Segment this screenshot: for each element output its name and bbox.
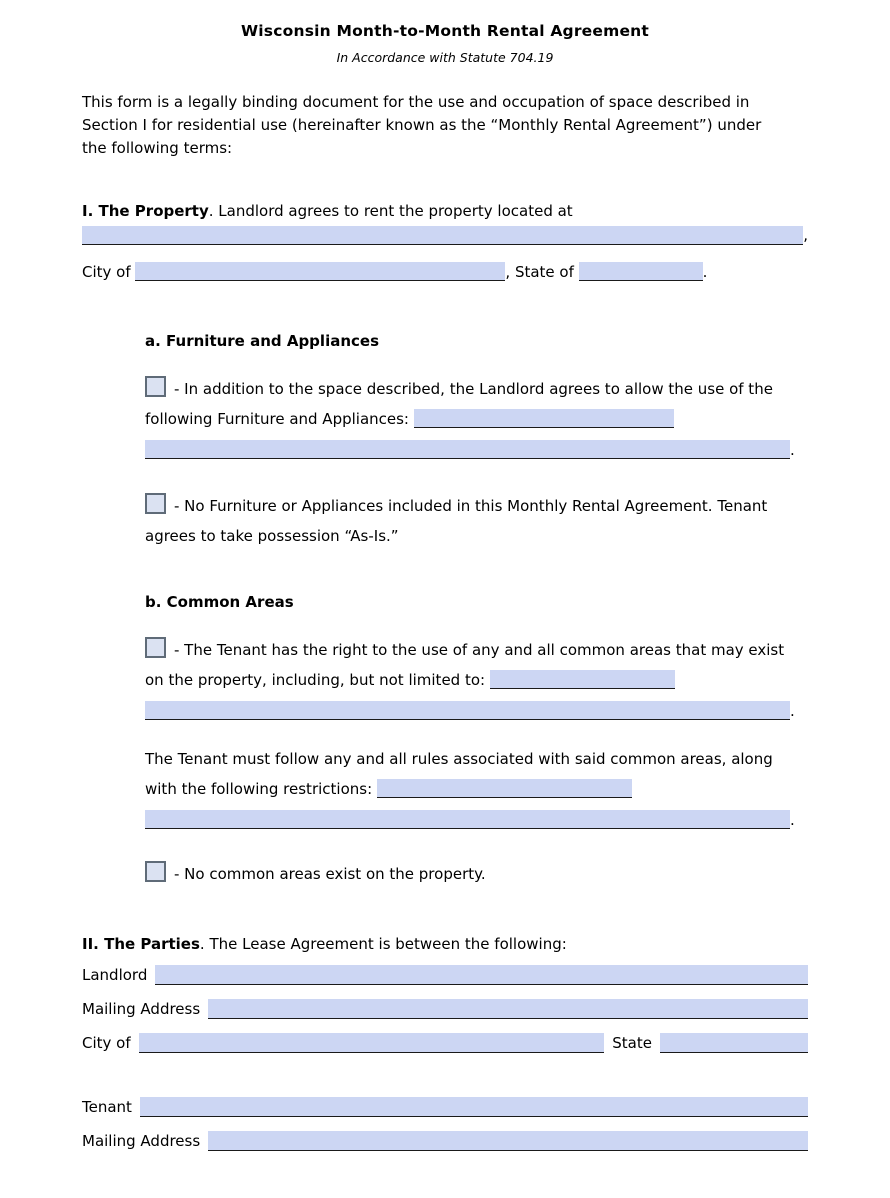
property-city-state-line [82, 260, 808, 284]
common-areas-field-1[interactable] [490, 670, 675, 689]
common-areas-heading: b. Common Areas [145, 593, 294, 611]
property-city-field[interactable] [135, 262, 505, 281]
address-suffix-comma: , [803, 226, 808, 244]
section2-heading-rest: . The Lease Agreement is between the following: [199, 935, 567, 953]
property-state-field[interactable] [579, 262, 703, 281]
document-subtitle: In Accordance with Statute 704.19 [336, 50, 554, 65]
common-areas-field-2[interactable] [145, 701, 790, 720]
furniture-included-option [145, 374, 806, 434]
landlord-name-field[interactable] [155, 965, 808, 985]
landlord-city-label: City of [82, 1034, 131, 1052]
furniture-list-period: . [790, 441, 795, 459]
tenant-label: Tenant [82, 1098, 132, 1116]
section1-heading-rest: . Landlord agrees to rent the property located at [208, 202, 573, 220]
furniture-list-continuation [145, 440, 806, 461]
landlord-city-field[interactable] [139, 1033, 605, 1053]
common-rules-paragraph [145, 744, 806, 804]
common-none-checkbox[interactable] [145, 861, 166, 882]
tenant-mailing-field[interactable] [208, 1131, 808, 1151]
furniture-list-field-1[interactable] [414, 409, 674, 428]
tenant-mailing-row [82, 1131, 808, 1151]
common-rules-text: The Tenant must follow any and all rules associated with said common areas, along with the following restrictions: [145, 750, 773, 798]
furniture-none-text: - No Furniture or Appliances included in this Monthly Rental Agreement. Tenant agrees to take possession “As-Is.” [145, 497, 768, 545]
tenant-name-row [82, 1097, 808, 1117]
restrictions-period: . [790, 811, 795, 829]
landlord-name-row [82, 965, 808, 985]
furniture-included-text: - In addition to the space described, the Landlord agrees to allow the use of the following Furniture and Appliances: [145, 380, 773, 428]
tenant-name-field[interactable] [140, 1097, 808, 1117]
landlord-city-state-row [82, 1033, 808, 1053]
common-areas-option [145, 635, 806, 695]
property-address-field[interactable] [82, 226, 803, 245]
property-city-label: City of [82, 263, 131, 281]
common-none-text: - No common areas exist on the property. [174, 865, 486, 883]
landlord-state-label: State [612, 1034, 652, 1052]
common-areas-period: . [790, 702, 795, 720]
restrictions-field-2[interactable] [145, 810, 790, 829]
common-none-option [145, 859, 806, 889]
furniture-list-field-2[interactable] [145, 440, 790, 459]
landlord-mailing-label: Mailing Address [82, 1000, 201, 1018]
document-title: Wisconsin Month-to-Month Rental Agreement [240, 22, 650, 40]
furniture-heading: a. Furniture and Appliances [145, 332, 380, 350]
landlord-mailing-row [82, 999, 808, 1019]
restrictions-continuation [145, 810, 806, 831]
restrictions-field-1[interactable] [377, 779, 632, 798]
furniture-none-option [145, 491, 806, 551]
landlord-mailing-field[interactable] [208, 999, 808, 1019]
common-areas-text: - The Tenant has the right to the use of any and all common areas that may exist on the property, including, but not limited to: [145, 641, 785, 689]
tenant-mailing-label: Mailing Address [82, 1132, 201, 1150]
furniture-none-checkbox[interactable] [145, 493, 166, 514]
property-line-period: . [702, 263, 708, 281]
section1-subsections [145, 332, 806, 889]
property-state-label: , State of [505, 263, 574, 281]
common-areas-checkbox[interactable] [145, 637, 166, 658]
intro-paragraph: This form is a legally binding document for the use and occupation of space described in Section I for residential use (hereinafter known as the “Monthly Rental Agreement”) under the following terms: [82, 93, 762, 157]
property-address-line [82, 225, 808, 245]
section1-heading-bold: I. The Property [82, 202, 209, 220]
section2-heading [82, 935, 808, 953]
common-areas-continuation [145, 701, 806, 722]
section1-heading [82, 202, 808, 220]
section2-heading-bold: II. The Parties [82, 935, 200, 953]
landlord-label: Landlord [82, 966, 148, 984]
landlord-state-field[interactable] [660, 1033, 808, 1053]
furniture-included-checkbox[interactable] [145, 376, 166, 397]
